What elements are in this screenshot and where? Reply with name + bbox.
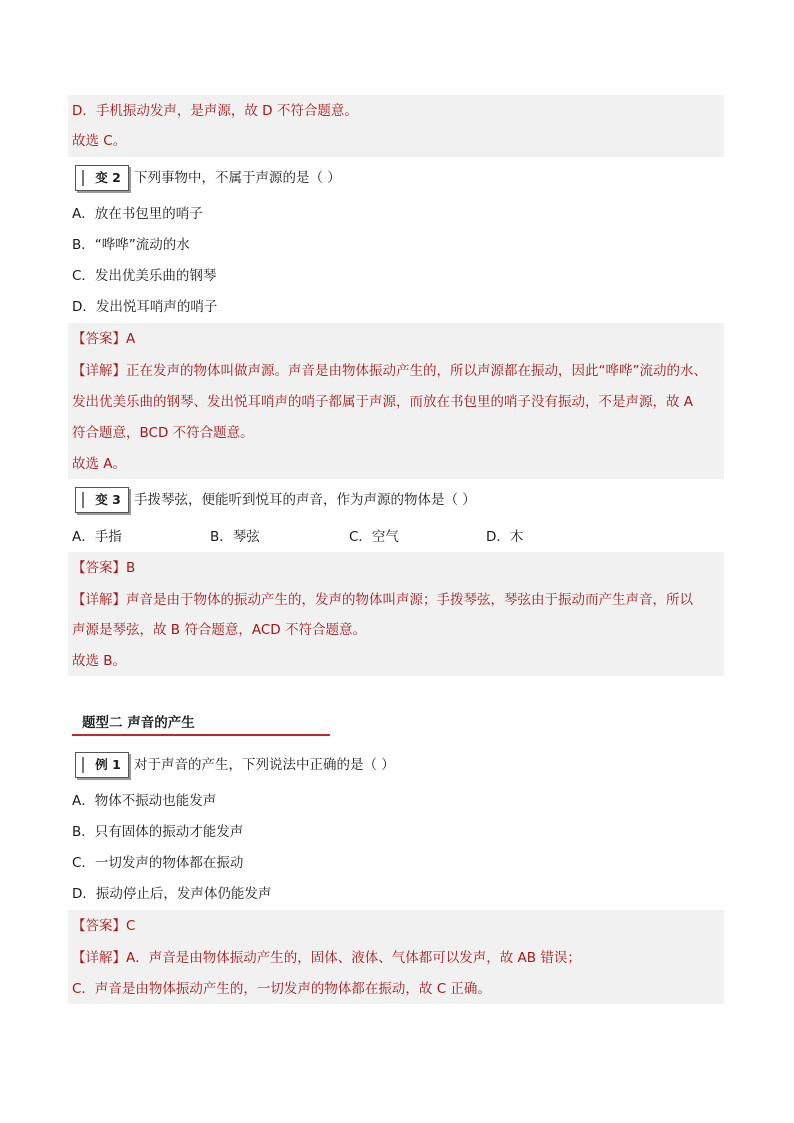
answer-shade [68, 552, 724, 676]
question-stem: 下列事物中，不属于声源的是（ ） [134, 170, 341, 186]
detail-line-3: 符合题意，BCD 不符合题意。 [72, 425, 254, 441]
option-d: D．振动停止后，发声体仍能发声 [72, 886, 272, 902]
conclusion-line: 故选 B。 [72, 653, 127, 669]
section-underline [72, 734, 330, 736]
label-bar [82, 757, 84, 773]
option-b: B．“哗哗”流动的水 [72, 237, 190, 253]
prev-option-d-explanation: D．手机振动发声，是声源，故 D 不符合题意。 [72, 103, 358, 119]
label-bar [82, 492, 84, 508]
question-label: 例 1 [95, 757, 121, 772]
option-a: A．物体不振动也能发声 [72, 793, 217, 809]
option-a: A．放在书包里的哨子 [72, 206, 203, 222]
question-label-box [75, 487, 129, 513]
question-label: 变 2 [95, 170, 121, 185]
option-a: A．手指 [72, 529, 122, 545]
option-c: C．发出优美乐曲的钢琴 [72, 268, 217, 284]
question-stem: 对于声音的产生，下列说法中正确的是（ ） [134, 757, 395, 773]
answer-line: 【答案】B [72, 560, 136, 576]
option-c: C．空气 [349, 529, 399, 545]
question-label-box [75, 752, 129, 778]
answer-line: 【答案】C [72, 918, 136, 934]
question-stem: 手拨琴弦，便能听到悦耳的声音，作为声源的物体是（ ） [134, 492, 476, 508]
option-d: D．发出悦耳哨声的哨子 [72, 299, 218, 315]
option-c: C．一切发声的物体都在振动 [72, 855, 244, 871]
conclusion-line: 故选 A。 [72, 456, 127, 472]
label-bar [82, 170, 84, 186]
section-title: 题型二 声音的产生 [82, 715, 195, 731]
option-d: D．木 [486, 529, 524, 545]
prev-conclusion: 故选 C。 [72, 133, 127, 149]
option-b: B．只有固体的振动才能发声 [72, 824, 244, 840]
detail-line-2: 发出优美乐曲的钢琴、发出悦耳哨声的哨子都属于声源，而放在书包里的哨子没有振动，不是声源，故 A [72, 394, 694, 410]
detail-line-2: C．声音是由物体振动产生的，一切发声的物体都在振动，故 C 正确。 [72, 981, 491, 997]
option-b: B．琴弦 [210, 529, 260, 545]
question-label: 变 3 [95, 492, 121, 507]
detail-line-1: 【详解】A．声音是由物体振动产生的，固体、液体、气体都可以发声，故 AB 错误； [72, 950, 581, 966]
answer-line: 【答案】A [72, 331, 136, 347]
detail-line-1: 【详解】正在发声的物体叫做声源。声音是由物体振动产生的，所以声源都在振动，因此“哗哗”流动的水、 [72, 363, 707, 379]
detail-line-2: 声源是琴弦，故 B 符合题意，ACD 不符合题意。 [72, 622, 366, 638]
question-label-box [75, 165, 129, 191]
detail-line-1: 【详解】声音是由于物体的振动产生的，发声的物体叫声源；手拨琴弦，琴弦由于振动而产生声音，所以 [72, 592, 693, 608]
